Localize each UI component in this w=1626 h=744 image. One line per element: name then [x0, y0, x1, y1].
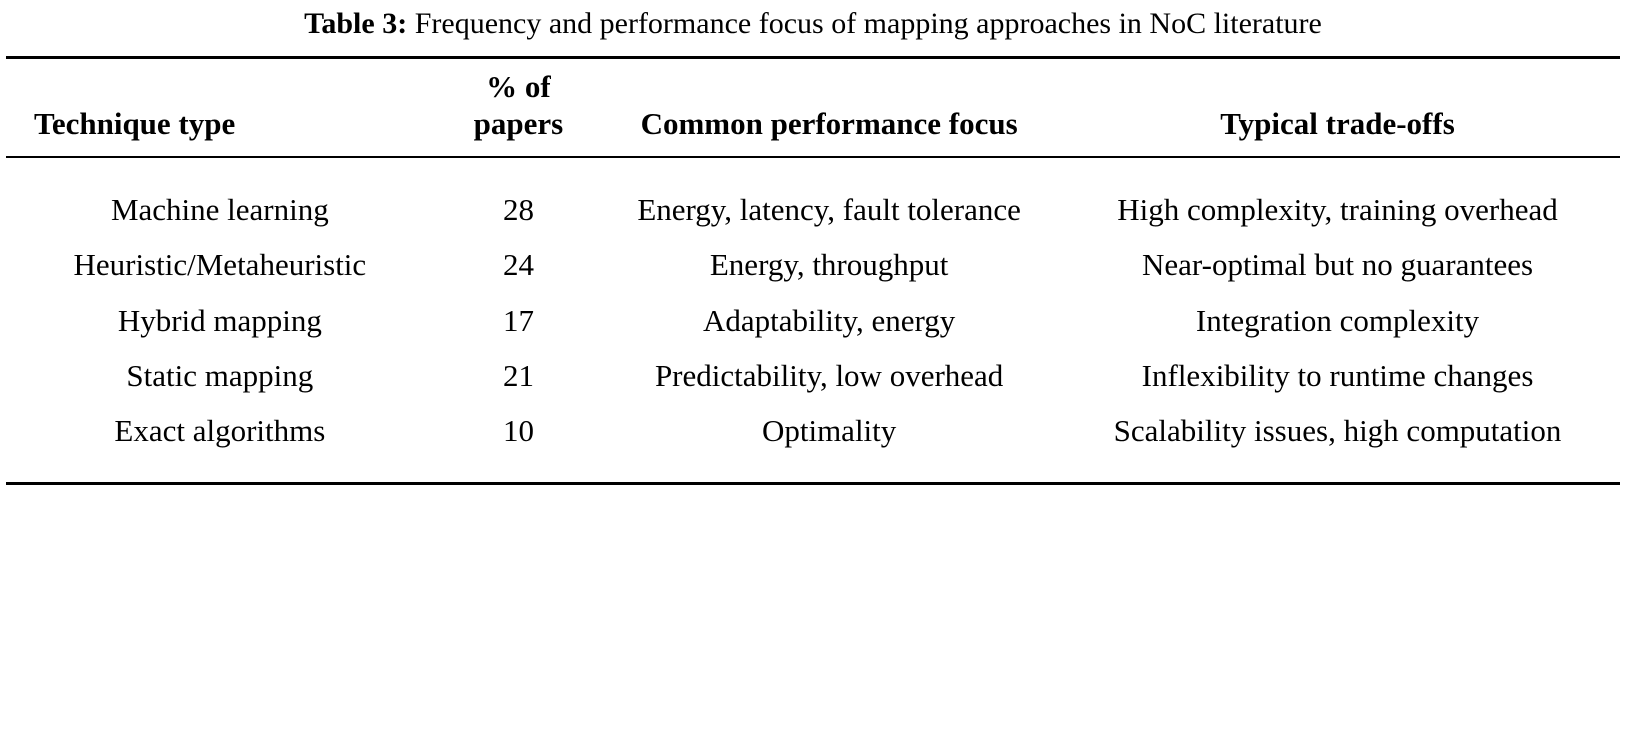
cell-percent: 24 — [502, 247, 534, 283]
column-header-percent-of-papers: % of papers — [434, 58, 603, 158]
cell-percent: 28 — [502, 192, 534, 228]
caption-text: Frequency and performance focus of mapping approaches in NoC literature — [414, 7, 1322, 40]
cell-technique: Hybrid mapping — [117, 302, 322, 338]
column-header-typical-trade-offs: Typical trade-offs — [1055, 58, 1620, 158]
cell-technique: Exact algorithms — [114, 412, 326, 448]
table-row — [6, 293, 1620, 348]
header-row — [6, 58, 1620, 158]
rule-cell-2 — [434, 157, 603, 182]
cell-tradeoffs: Inflexibility to runtime changes — [1141, 357, 1534, 393]
column-header-common-performance-focus: Common performance focus — [603, 58, 1055, 158]
caption-label: Table 3: — [304, 7, 408, 40]
table-header — [6, 58, 1620, 158]
mapping-approaches-table — [6, 56, 1620, 485]
rule-cell-4 — [1055, 458, 1620, 484]
cell-tradeoffs: Scalability issues, high computation — [1113, 412, 1562, 448]
cell-percent: 21 — [502, 357, 534, 393]
cell-focus: Optimality — [761, 412, 897, 448]
rule-cell-1 — [6, 458, 434, 484]
column-header-technique-type: Technique type — [6, 58, 434, 158]
cell-focus: Energy, latency, fault tolerance — [637, 192, 1021, 228]
cell-technique: Static mapping — [126, 357, 314, 393]
cell-focus: Predictability, low overhead — [654, 357, 1004, 393]
cell-focus: Energy, throughput — [709, 247, 949, 283]
table-row — [6, 182, 1620, 237]
rule-cell-3 — [603, 458, 1055, 484]
header-rule-row — [6, 157, 1620, 182]
cell-technique: Machine learning — [110, 192, 329, 228]
table-body — [6, 157, 1620, 483]
rule-cell-4 — [1055, 157, 1620, 182]
cell-technique: Heuristic/Metaheuristic — [73, 247, 367, 283]
rule-cell-2 — [434, 458, 603, 484]
cell-focus: Adaptability, energy — [703, 302, 956, 338]
table-row — [6, 403, 1620, 458]
cell-percent: 17 — [502, 302, 534, 338]
table-row — [6, 237, 1620, 292]
bottom-rule-row — [6, 458, 1620, 484]
cell-tradeoffs: Integration complexity — [1195, 302, 1480, 338]
cell-tradeoffs: High complexity, training overhead — [1117, 192, 1558, 228]
rule-cell-3 — [603, 157, 1055, 182]
cell-percent: 10 — [502, 412, 534, 448]
table-caption — [6, 0, 1620, 56]
rule-cell-1 — [6, 157, 434, 182]
table-row — [6, 348, 1620, 403]
cell-tradeoffs: Near-optimal but no guarantees — [1142, 247, 1534, 283]
